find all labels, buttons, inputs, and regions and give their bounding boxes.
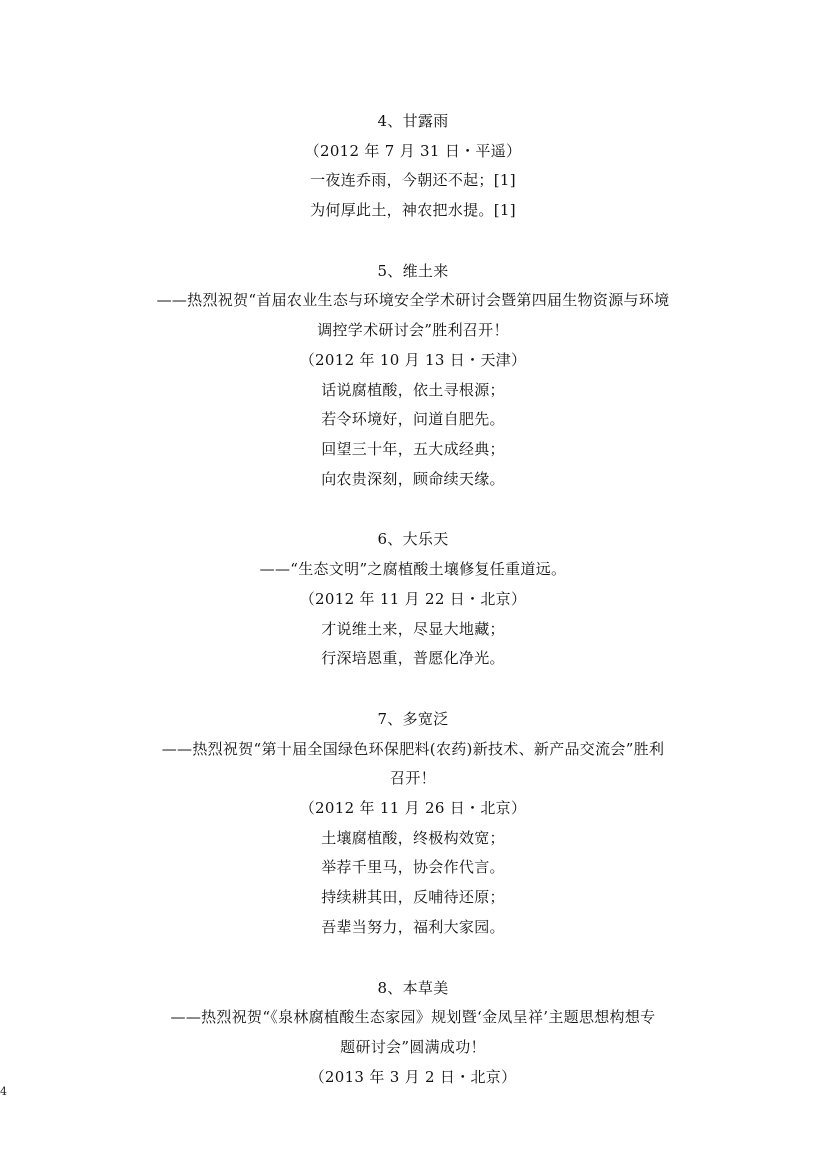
verse-line: 话说腐植酸，依土寻根源； (321, 381, 505, 399)
verse-line: 土壤腐植酸，终极构效宽； (321, 829, 505, 847)
section-title: 4、甘露雨 (377, 112, 449, 130)
dedication-line: 题研讨会”圆满成功！ (340, 1038, 486, 1056)
dedication-line: ——热烈祝贺“首届农业生态与环境安全学术研讨会暨第四届生物资源与环境 (156, 291, 670, 309)
verse-line: 行深培恩重，普愿化净光。 (321, 649, 505, 667)
dedication-line: 召开！ (390, 769, 436, 787)
section-title: 8、本草美 (377, 979, 449, 997)
dedication-line: ——热烈祝贺“《泉林腐植酸生态家园》规划暨‘金凤呈祥’主题思想构想专 (170, 1008, 656, 1026)
verse-line: 才说维土来，尽显大地藏； (321, 620, 505, 638)
section-title: 7、多宽泛 (377, 710, 449, 728)
section-title: 6、大乐天 (377, 530, 449, 548)
dedication-line: ——热烈祝贺“第十届全国绿色环保肥料(农药)新技术、新产品交流会”胜利 (161, 740, 665, 758)
page-number: 4 (0, 1085, 7, 1098)
section-date: （2012 年 11 月 22 日・北京） (299, 590, 527, 608)
verse-line: 举荐千里马，协会作代言。 (321, 858, 505, 876)
verse-line: 若令环境好，问道自肥先。 (321, 410, 505, 428)
verse-line: 一夜连乔雨，今朝还不起；[1] (310, 171, 516, 189)
dedication-line: ——“生态文明”之腐植酸土壤修复任重道远。 (259, 560, 567, 578)
section-date: （2012 年 11 月 26 日・北京） (299, 799, 527, 817)
verse-line: 为何厚此土，神农把水提。[1] (310, 201, 516, 219)
dedication-line: 调控学术研讨会”胜利召开！ (317, 321, 509, 339)
section-date: （2012 年 10 月 13 日・天津） (299, 351, 527, 369)
verse-line: 持续耕其田，反哺待还原； (321, 888, 505, 906)
verse-line: 向农贵深刻，顾命续天缘。 (321, 470, 505, 488)
section-date: （2012 年 7 月 31 日・平遥） (304, 142, 522, 160)
section-date: （2013 年 3 月 2 日・北京） (309, 1068, 517, 1086)
verse-line: 回望三十年，五大成经典； (321, 440, 505, 458)
verse-line: 吾辈当努力，福利大家园。 (321, 918, 505, 936)
section-title: 5、维土来 (377, 262, 449, 280)
